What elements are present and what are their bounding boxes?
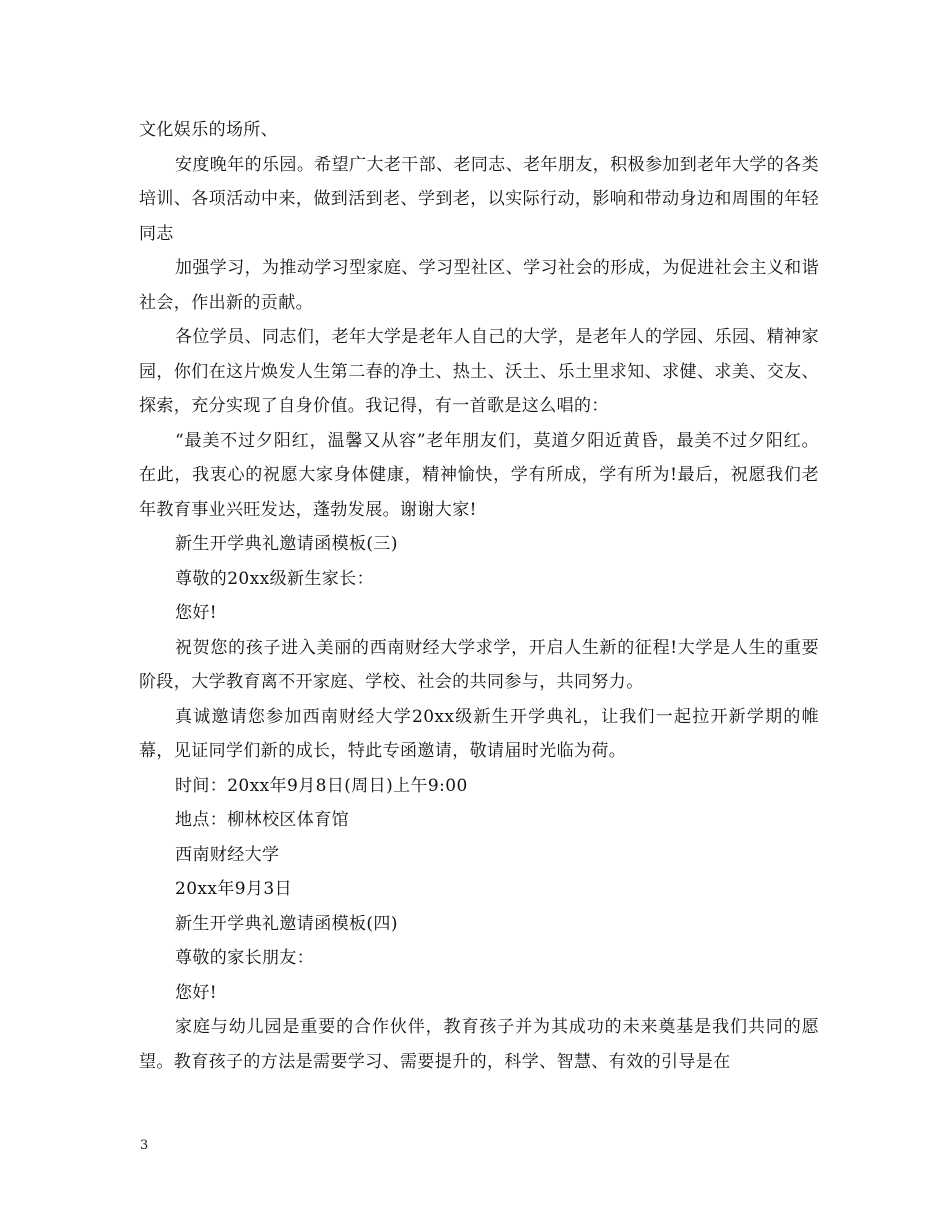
document-body [139,113,819,1079]
event-location: 地点：柳林校区体育馆 [175,810,349,830]
paragraph: 祝贺您的孩子进入美丽的西南财经大学求学，开启人生新的征程!大学是人生的重要阶段，大学教育离不开家庭、学校、社会的共同参与，共同努力。 [139,637,819,692]
greeting: 您好! [175,982,218,1003]
paragraph: 真诚邀请您参加西南财经大学20xx级新生开学典礼，让我们一起拉开新学期的帷幕，见证同学们新的成长，特此专函邀请，敬请届时光临为荷。 [139,706,819,761]
salutation: 尊敬的家长朋友： [175,948,315,968]
sender-organization: 西南财经大学 [175,844,280,865]
section-heading: 新生开学典礼邀请函模板(三) [175,534,398,554]
page-number: 3 [140,1138,149,1153]
paragraph: 各位学员、同志们，老年大学是老年人自己的大学，是老年人的学园、乐园、精神家园，你们在这片焕发人生第二春的净土、热土、沃土、乐土里求知、求健、求美、交友、探索，充分实现了自身价值。我记得，有一首歌是这么唱的： [139,327,819,416]
paragraph: 安度晚年的乐园。希望广大老干部、老同志、老年朋友，积极参加到老年大学的各类培训、各项活动中来，做到活到老、学到老，以实际行动，影响和带动身边和周围的年轻同志 [139,154,819,244]
event-time: 时间：20xx年9月8日(周日)上午9:00 [175,775,468,796]
section-heading: 新生开学典礼邀请函模板(四) [175,913,398,934]
letter-date: 20xx年9月3日 [175,879,293,899]
greeting: 您好! [175,603,218,623]
paragraph: 文化娱乐的场所、 [139,120,279,140]
paragraph: “最美不过夕阳红，温馨又从容”老年朋友们，莫道夕阳近黄昏，最美不过夕阳红。在此，我衷心的祝愿大家身体健康，精神愉快，学有所成，学有所为!最后，祝愿我们老年教育事业兴旺发达，蓬勃发展。谢谢大家! [139,430,819,520]
salutation: 尊敬的20xx级新生家长： [175,568,375,589]
paragraph: 家庭与幼儿园是重要的合作伙伴，教育孩子并为其成功的未来奠基是我们共同的愿望。教育孩子的方法是需要学习、需要提升的，科学、智慧、有效的引导是在 [139,1017,819,1072]
paragraph: 加强学习，为推动学习型家庭、学习型社区、学习社会的形成，为促进社会主义和谐社会，作出新的贡献。 [139,258,819,313]
